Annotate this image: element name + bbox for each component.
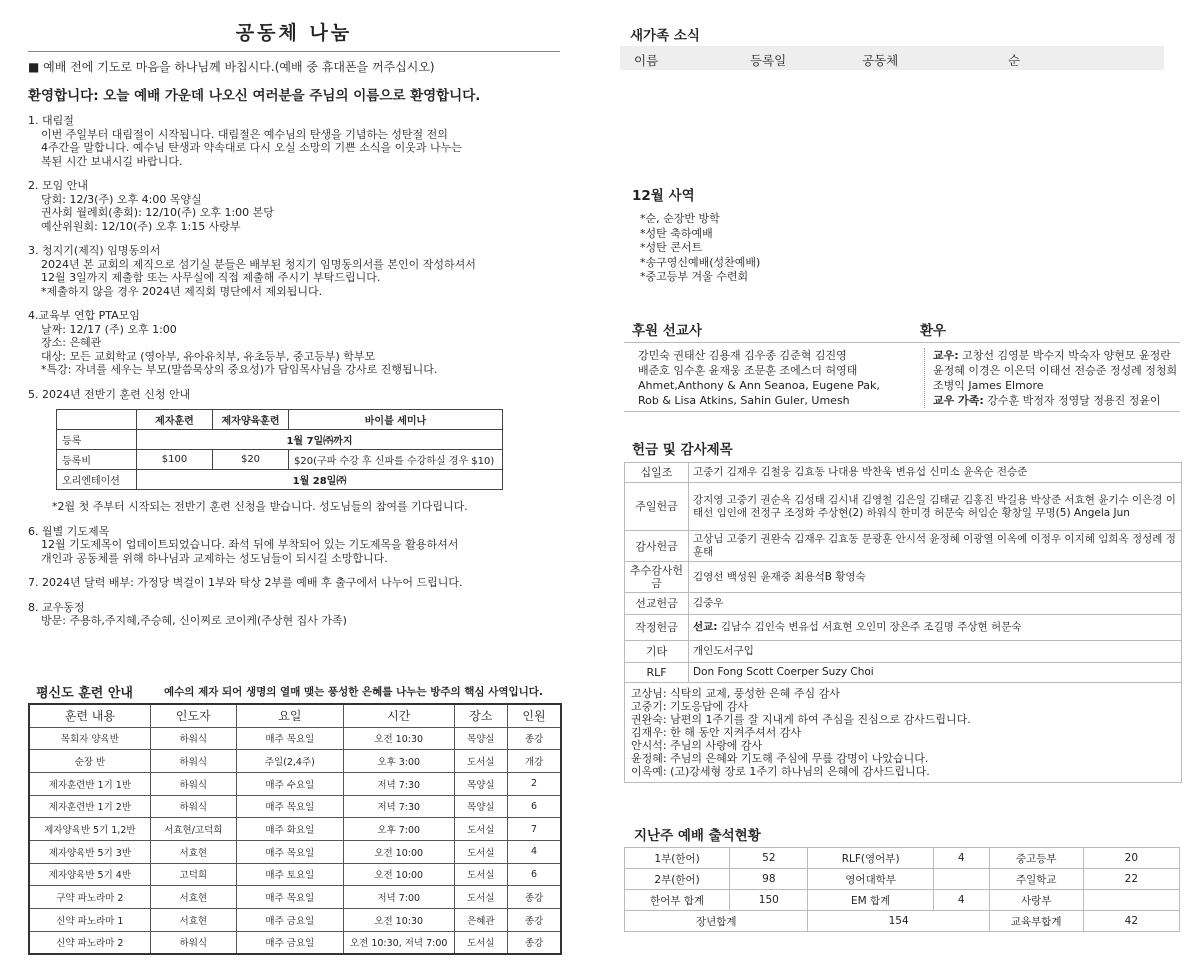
training-row [29, 863, 561, 886]
offering-text: 강지영 고중기 권순옥 김성태 김시내 김영철 김은일 김태균 김홍진 박길용 박상준 서효현 윤기수 이은경 이태선 임인애 전정구 조정화 주상현(2) 하워식 한미경 허문숙 허임순 황창일 무명(5) Angela Jun [693, 493, 1176, 519]
t5-header: 제자훈련 [137, 410, 213, 430]
missionary-line: Ahmet,Anthony & Ann Seanoa, Eugene Pak, [638, 379, 880, 392]
offering-category: 작정헌금 [625, 615, 689, 641]
training-header-cell: 시간 [343, 704, 454, 727]
training-cell: 도서실 [454, 840, 507, 863]
attendance-cell: 22 [1083, 869, 1179, 890]
training-cell: 매주 토요일 [236, 863, 343, 886]
announcement-item [28, 309, 560, 377]
offering-text: 고상님 고중기 권완숙 김재우 김효동 문광훈 안시석 윤정혜 이광열 이옥예 이정우 이지혜 임희옥 정성례 정훈태 [693, 533, 1176, 558]
training-cell: 매주 수요일 [236, 772, 343, 795]
training-cell: 도서실 [454, 886, 507, 909]
patient-line [933, 348, 1180, 363]
attendance-cell: 2부(한어) [625, 869, 730, 890]
training-row [29, 750, 561, 773]
thanks-row [625, 683, 1182, 783]
attendance-cell: EM 합계 [808, 890, 933, 911]
training-cell: 신약 파노라마 1 [29, 909, 150, 932]
offering-category: 추수감사헌금 [625, 562, 689, 593]
offering-row [625, 615, 1182, 641]
announcement-item [28, 601, 560, 628]
missionaries-title: 후원 선교사 [632, 323, 702, 339]
attendance-cell: 한어부 합계 [625, 890, 730, 911]
attendance-cell: 4 [933, 890, 989, 911]
t5-cell: $20 [213, 450, 289, 470]
attendance-cell: 98 [730, 869, 808, 890]
announcement-line: *특강: 자녀를 세우는 부모(말씀묵상의 중요성)가 담임목사님을 강사로 진행됩니다. [41, 363, 438, 376]
t5-cell: 1월 28일㈜ [137, 470, 503, 490]
offering-row [625, 483, 1182, 531]
offering-text: 개인도서구입 [693, 645, 754, 657]
newfamily-title: 새가족 소식 [630, 28, 700, 44]
announcement-item [28, 576, 560, 590]
training-cell: 하워식 [150, 750, 236, 773]
patient-line: 윤정혜 이경은 이은덕 이태선 전승준 정성례 정청희 [933, 364, 1178, 377]
attendance-cell: 20 [1083, 848, 1179, 869]
training-cell: 종강 [508, 931, 561, 954]
announcement-head: 3. 청지기(제직) 임명동의서 [28, 244, 161, 257]
thanks-line: 윤정혜: 주님의 은혜와 기도해 주심에 무릎 감명이 나았습니다. [631, 752, 929, 765]
attendance-cell: 교육부합계 [989, 911, 1083, 932]
announcement-item [28, 388, 560, 402]
announcement-head: 6. 월별 기도제목 [28, 524, 110, 538]
community-section [28, 18, 560, 639]
announcement-item [28, 114, 560, 168]
attendance-cell: 주일학교 [989, 869, 1083, 890]
t5-cell: $20(구파 수강 후 신파를 수강하실 경우 $10) [289, 450, 503, 470]
training-cell: 제자양육반 5기 3반 [29, 840, 150, 863]
offering-row [625, 531, 1182, 562]
offering-text: Don Fong Scott Coerper Suzy Choi [693, 666, 874, 678]
training-cell: 목양실 [454, 772, 507, 795]
training-cell: 매주 목요일 [236, 727, 343, 750]
announcement-line: 예산위원회: 12/10(주) 오후 1:15 사랑부 [41, 219, 241, 233]
training-cell: 4 [508, 840, 561, 863]
training-cell: 도서실 [454, 818, 507, 841]
announcement-line: 복된 시간 보내시길 바랍니다. [41, 154, 183, 168]
attendance-cell [1083, 890, 1179, 911]
training-header-cell: 장소 [454, 704, 507, 727]
offering-row [625, 663, 1182, 683]
announcement-head: 8. 교우동정 [28, 600, 85, 614]
training-cell: 6 [508, 863, 561, 886]
training-header-cell: 훈련 내용 [29, 704, 150, 727]
training-cell: 하워식 [150, 772, 236, 795]
training-cell: 저녁 7:00 [343, 886, 454, 909]
attendance-cell: 4 [933, 848, 989, 869]
training-cell: 매주 목요일 [236, 886, 343, 909]
attendance-total-row [625, 911, 1180, 932]
patient-names: 강수훈 박정자 정영달 정용진 정윤이 [983, 394, 1161, 407]
offering-names [689, 483, 1182, 531]
patient-line [933, 393, 1180, 408]
training-cell: 제자훈련반 1기 1반 [29, 772, 150, 795]
offering-row [625, 641, 1182, 663]
training-row [29, 818, 561, 841]
training-cell: 제자양육반 5기 4반 [29, 863, 150, 886]
patients-list [924, 348, 1180, 408]
offering-category: 선교헌금 [625, 593, 689, 615]
announcement-line: 개인과 공동체를 위해 하나님과 교제하는 성도님들이 되시길 소망합니다. [41, 551, 388, 565]
missionary-line: 강민숙 권태산 김용재 김우종 김준혁 김진영 [638, 349, 847, 362]
training-cell: 매주 금요일 [236, 909, 343, 932]
attendance-cell: 1부(한어) [625, 848, 730, 869]
training-cell: 도서실 [454, 931, 507, 954]
announcement-head: 1. 대림절 [28, 114, 74, 127]
december-item: *송구영신예배(성찬예배) [640, 255, 761, 269]
training-cell: 개강 [508, 750, 561, 773]
training-cell: 주일(2,4주) [236, 750, 343, 773]
attendance-cell: 영어대학부 [808, 869, 933, 890]
december-item: *중고등부 겨울 수련회 [640, 270, 749, 283]
training-cell: 제자양육반 5기 1,2반 [29, 818, 150, 841]
training-cell: 목회자 양육반 [29, 727, 150, 750]
attendance-cell: 42 [1083, 911, 1179, 932]
announcement-item [28, 244, 560, 298]
announcement-line: 2024년 본 교회의 제직으로 섬기실 분들은 배부된 청지기 임명동의서를 본인이 작성하셔서 [41, 257, 476, 271]
training-row [29, 931, 561, 954]
t5-header: 바이블 세미나 [289, 410, 503, 430]
training-cell: 매주 금요일 [236, 931, 343, 954]
training-row [29, 727, 561, 750]
training-cell: 종강 [508, 909, 561, 932]
offering-names [689, 531, 1182, 562]
thanks-line: 고중기: 기도응답에 감사 [631, 700, 748, 713]
training-cell: 오전 10:30 [343, 909, 454, 932]
newfamily-col: 순 [1008, 53, 1021, 68]
t5-header: 제자양육훈련 [213, 410, 289, 430]
announcement-head: 2. 모임 안내 [28, 179, 88, 192]
attendance-cell: 사랑부 [989, 890, 1083, 911]
announcement-note: *2월 첫 주부터 시작되는 전반기 훈련 신청을 받습니다. 성도님들의 참여를 기다립니다. [52, 500, 468, 513]
training-title: 평신도 훈련 안내 [36, 686, 133, 701]
december-item: *순, 순장반 방학 [640, 212, 720, 225]
training-cell: 고덕희 [150, 863, 236, 886]
newfamily-col: 등록일 [750, 53, 787, 68]
patient-label: 교우: [933, 349, 959, 362]
offering-names [689, 562, 1182, 593]
announcement-line: 당회: 12/3(주) 오후 4:00 목양실 [41, 192, 202, 206]
training-row [29, 909, 561, 932]
offerings-title: 헌금 및 감사제목 [632, 442, 733, 458]
training-cell: 저녁 7:30 [343, 795, 454, 818]
t5-cell: 오리엔테이션 [57, 470, 137, 490]
patient-label: 교우 가족: [933, 394, 984, 407]
training-cell: 구약 파노라마 2 [29, 886, 150, 909]
training-cell: 오후 3:00 [343, 750, 454, 773]
training-cell: 2 [508, 772, 561, 795]
training-cell: 매주 목요일 [236, 840, 343, 863]
announcement-item [28, 179, 560, 233]
training-cell: 오전 10:00 [343, 840, 454, 863]
t5-cell: 등록비 [57, 450, 137, 470]
training-cell: 서효현 [150, 886, 236, 909]
patients-title: 환우 [920, 323, 947, 339]
attendance-cell: 154 [808, 911, 989, 932]
missionary-line: Rob & Lisa Atkins, Sahin Guler, Umesh [638, 394, 850, 407]
training-table [28, 703, 562, 955]
t5-header [57, 410, 137, 430]
training-cell: 저녁 7:30 [343, 772, 454, 795]
training-cell: 서효현/고덕희 [150, 818, 236, 841]
training-cell: 오전 10:00 [343, 863, 454, 886]
training-cell: 오후 7:00 [343, 818, 454, 841]
offering-label: 선교: [693, 621, 718, 633]
announcement-item [28, 525, 560, 566]
announcement-list [28, 114, 560, 377]
training-header-row [29, 704, 561, 727]
training-header-cell: 인원 [508, 704, 561, 727]
training-cell: 도서실 [454, 863, 507, 886]
thanks-cell [625, 683, 1182, 783]
attendance-cell: RLF(영어부) [808, 848, 933, 869]
announcement-line: *제출하지 않을 경우 2024년 제직회 명단에서 제외됩니다. [41, 284, 323, 298]
training-cell: 순장 반 [29, 750, 150, 773]
attendance-cell: 장년합계 [625, 911, 808, 932]
training-signup-table [56, 409, 503, 490]
attendance-cell: 52 [730, 848, 808, 869]
offering-names [689, 641, 1182, 663]
training-cell: 오전 10:30 [343, 727, 454, 750]
offering-category: RLF [625, 663, 689, 683]
training-cell: 6 [508, 795, 561, 818]
offering-text: 고중기 김재우 김철웅 김효동 나대용 박찬욱 변유섭 신미소 윤옥순 전승준 [693, 466, 1028, 478]
training-cell: 목양실 [454, 795, 507, 818]
training-cell: 하워식 [150, 795, 236, 818]
attendance-cell: 150 [730, 890, 808, 911]
support-box [624, 342, 1180, 412]
offering-text: 김남수 김인숙 변유섭 서효현 오인미 장은주 조길명 주상현 허문숙 [717, 621, 1022, 633]
training-row [29, 772, 561, 795]
training-cell: 서효현 [150, 840, 236, 863]
attendance-title: 지난주 예배 출석현황 [634, 828, 761, 844]
t5-cell: $100 [137, 450, 213, 470]
training-cell: 도서실 [454, 750, 507, 773]
announcement-line: 이번 주일부터 대림절이 시작됩니다. 대림절은 예수님의 탄생을 기념하는 성탄절 전의 [41, 127, 448, 141]
thanks-line: 이옥예: (고)강세형 장로 1주기 하나님의 은혜에 감사드립니다. [631, 765, 930, 778]
announcement-line: 날짜: 12/17 (주) 오후 1:00 [41, 322, 177, 336]
training-cell: 은혜관 [454, 909, 507, 932]
training-cell: 하워식 [150, 931, 236, 954]
announcement-head: 4.교육부 연합 PTA모임 [28, 309, 140, 322]
attendance-cell [933, 869, 989, 890]
training-cell: 오전 10:30, 저녁 7:00 [343, 931, 454, 954]
training-cell: 하워식 [150, 727, 236, 750]
offering-text: 김중우 [693, 597, 724, 609]
training-cell: 종강 [508, 727, 561, 750]
attendance-row [625, 869, 1180, 890]
announcement-line: 대상: 모든 교회학교 (영아부, 유아유치부, 유초등부, 중고등부) 학부모 [41, 349, 376, 363]
december-item: *성탄 콘서트 [640, 241, 703, 254]
announcement-head: 5. 2024년 전반기 훈련 신청 안내 [28, 387, 191, 401]
training-cell: 매주 화요일 [236, 818, 343, 841]
attendance-table [624, 847, 1180, 932]
thanks-line: 권완숙: 남편의 1주기를 잘 지내게 하여 주심을 진심으로 감사드립니다. [631, 713, 971, 726]
newfamily-col: 공동체 [862, 53, 899, 68]
missionary-line: 배준호 임수훈 윤재웅 조문훈 조에스더 허영태 [638, 364, 858, 377]
attendance-row [625, 890, 1180, 911]
offering-category: 감사헌금 [625, 531, 689, 562]
training-cell: 신약 파노라마 2 [29, 931, 150, 954]
announcement-list-2 [28, 525, 560, 628]
training-cell: 서효현 [150, 909, 236, 932]
offering-names [689, 593, 1182, 615]
offering-category: 기타 [625, 641, 689, 663]
newfamily-header [620, 46, 1164, 70]
announcement-line: 방문: 주용하,주지혜,주승혜, 신이찌로 코이케(주상현 집사 가족) [41, 614, 347, 627]
thanks-line: 고상님: 식탁의 교제, 풍성한 은혜 주심 감사 [631, 687, 840, 700]
training-cell: 매주 목요일 [236, 795, 343, 818]
offerings-table [624, 462, 1182, 783]
training-cell: 제자훈련반 1기 2반 [29, 795, 150, 818]
t5-cell: 등록 [57, 430, 137, 450]
offering-row [625, 463, 1182, 483]
newfamily-col: 이름 [634, 53, 659, 68]
attendance-row [625, 848, 1180, 869]
training-cell: 목양실 [454, 727, 507, 750]
training-cell: 종강 [508, 886, 561, 909]
december-item: *성탄 축하예배 [640, 226, 713, 240]
announcement-line: 12월 기도제목이 업데이트되었습니다. 좌석 뒤에 부착되어 있는 기도제목을 활용하셔서 [41, 538, 459, 551]
offering-text: 김영선 백성원 윤재중 최용석B 황영숙 [693, 570, 866, 583]
announcement-line: 장소: 은혜관 [41, 336, 102, 349]
training-row [29, 795, 561, 818]
thanks-line: 안시석: 주님의 사랑에 감사 [631, 739, 763, 752]
notice-text: ■ 예배 전에 기도로 마음을 하나님께 바칩시다.(예배 중 휴대폰을 꺼주십시오) [28, 60, 435, 74]
community-title: 공동체 나눔 [28, 18, 560, 52]
announcement-line: 12월 3일까지 제출함 또는 사무실에 직접 제출해 주시기 부탁드립니다. [41, 271, 381, 284]
offering-category: 십일조 [625, 463, 689, 483]
training-row [29, 886, 561, 909]
training-subtitle: 예수의 제자 되어 생명의 열매 맺는 풍성한 은혜를 나누는 방주의 핵심 사역입니다. [164, 686, 543, 698]
patient-names: 고창선 김영분 박수지 박숙자 양현모 윤정란 [958, 349, 1171, 362]
offering-names [689, 615, 1182, 641]
december-title: 12월 사역 [632, 188, 695, 204]
announcement-line: 4주간을 말합니다. 예수님 탄생과 약속대로 다시 오실 소망의 기쁜 소식을 이웃과 나누는 [41, 141, 462, 154]
attendance-cell: 중고등부 [989, 848, 1083, 869]
training-header-cell: 요일 [236, 704, 343, 727]
welcome-text: 환영합니다: 오늘 예배 가운데 나오신 여러분을 주님의 이름으로 환영합니다. [28, 88, 481, 104]
t5-cell: 1월 7일㈜까지 [137, 430, 503, 450]
announcement-line: 권사회 월례회(총회): 12/10(주) 오후 1:00 본당 [41, 206, 274, 219]
december-list [640, 212, 760, 285]
offering-names [689, 463, 1182, 483]
announcement-head: 7. 2024년 달력 배부: 가정당 벽걸이 1부와 탁상 2부를 예배 후 출구에서 나누어 드립니다. [28, 576, 463, 589]
patient-line: 조병익 James Elmore [933, 379, 1044, 392]
offering-row [625, 562, 1182, 593]
training-header-cell: 인도자 [150, 704, 236, 727]
offering-names [689, 663, 1182, 683]
offering-row [625, 593, 1182, 615]
training-row [29, 840, 561, 863]
offering-category: 주일헌금 [625, 483, 689, 531]
training-cell: 7 [508, 818, 561, 841]
missionaries-list [638, 348, 908, 408]
thanks-line: 김재우: 한 해 동안 지켜주셔서 감사 [631, 726, 801, 739]
